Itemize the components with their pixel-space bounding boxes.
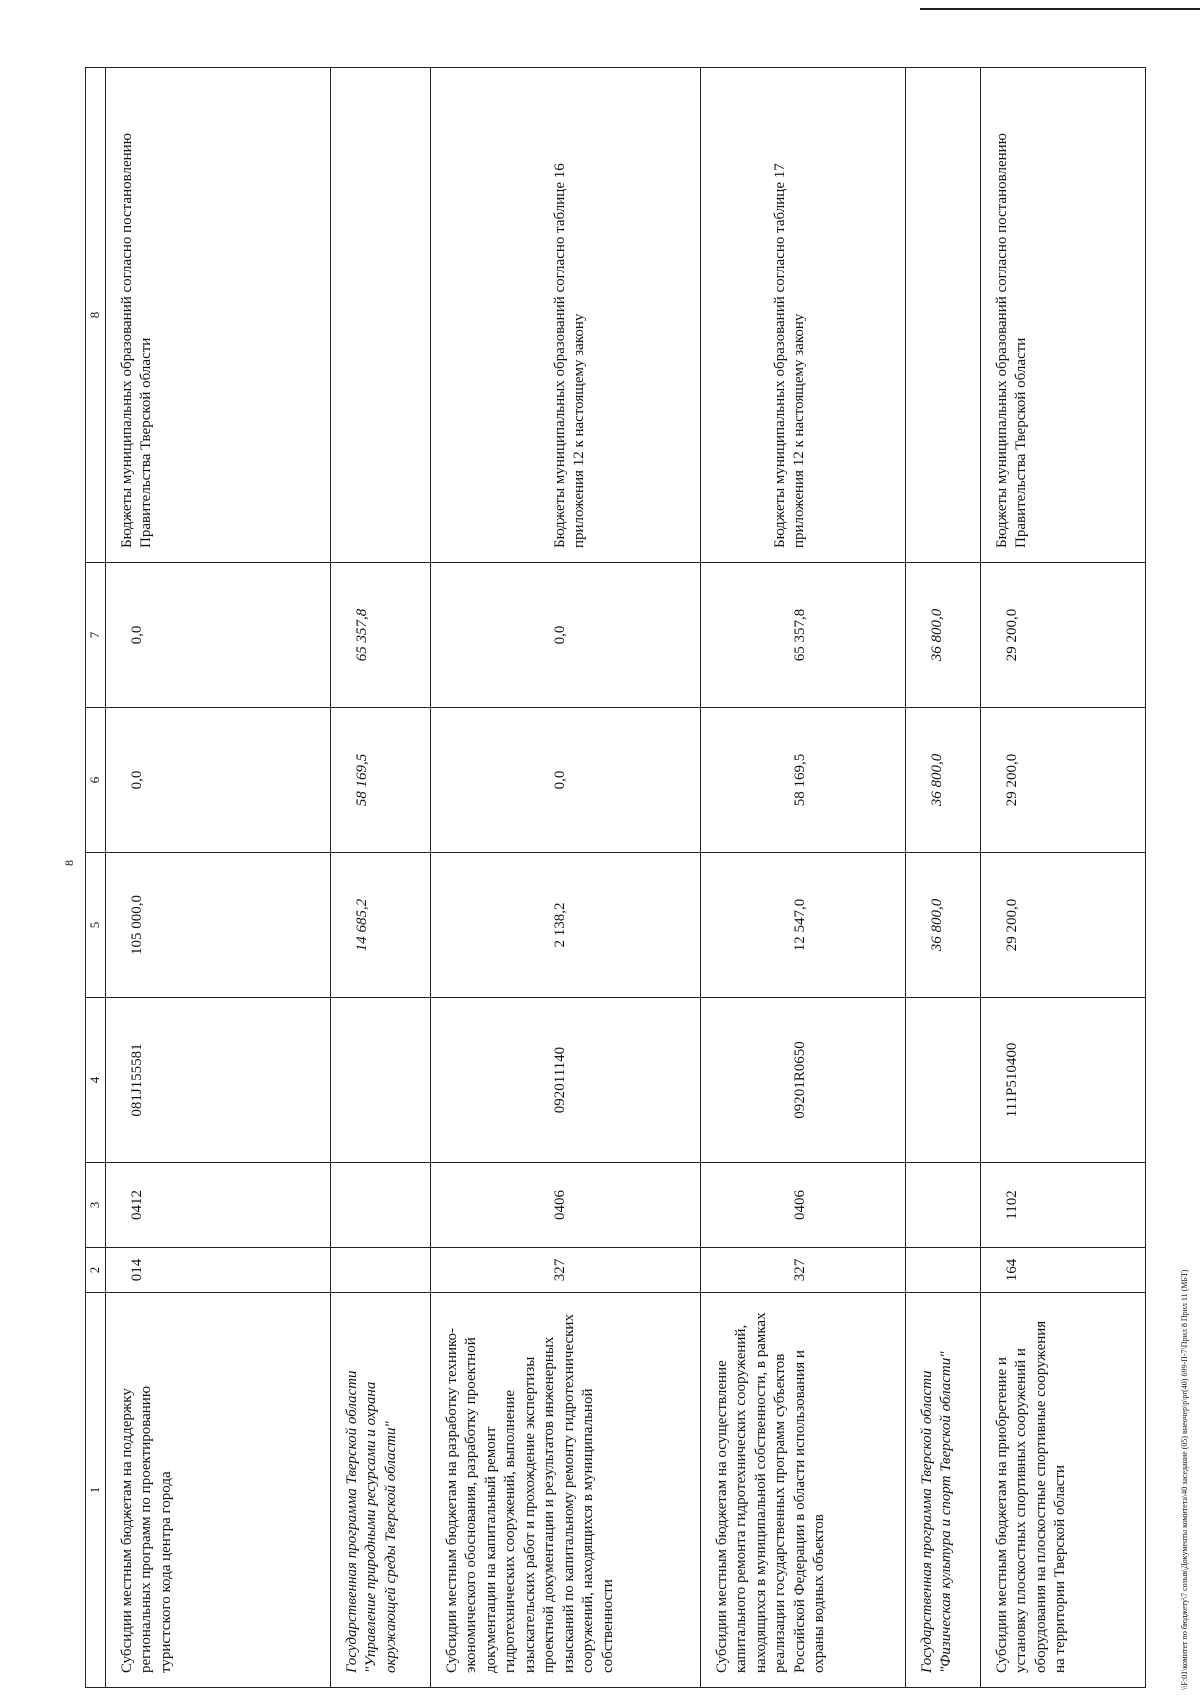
cell-section	[330, 1163, 430, 1248]
rotated-table-container	[85, 68, 1145, 1688]
table-row	[980, 68, 1145, 1688]
cell-recipients: Бюджеты муниципальных образований согласно постановлению Правительства Тверской области	[980, 68, 1145, 563]
table-row	[105, 68, 330, 1688]
cell-value-7: 65 357,8	[330, 563, 430, 708]
cell-target-code: 092011140	[430, 998, 700, 1163]
cell-value-6: 0,0	[105, 708, 330, 853]
page-number: 8	[62, 860, 76, 866]
cell-ministry: 327	[430, 1248, 700, 1293]
cell-recipients	[905, 68, 980, 563]
cell-value-5: 14 685,2	[330, 853, 430, 998]
row-name: Государственная программа Тверской области "Физическая культура и спорт Тверской области"	[905, 1293, 980, 1688]
cell-value-7: 29 200,0	[980, 563, 1145, 708]
cell-section: 0406	[430, 1163, 700, 1248]
table-row	[430, 68, 700, 1688]
cell-recipients: Бюджеты муниципальных образований согласно таблице 16 приложения 12 к настоящему закону	[430, 68, 700, 563]
cell-value-7: 0,0	[430, 563, 700, 708]
cell-ministry: 014	[105, 1248, 330, 1293]
col-header-3: 3	[86, 1163, 106, 1248]
cell-ministry: 327	[700, 1248, 905, 1293]
cell-target-code	[330, 998, 430, 1163]
cell-value-7: 36 800,0	[905, 563, 980, 708]
table-row	[700, 68, 905, 1688]
column-number-row	[86, 68, 106, 1688]
cell-recipients: Бюджеты муниципальных образований согласно постановлению Правительства Тверской области	[105, 68, 330, 563]
cell-value-5: 12 547,0	[700, 853, 905, 998]
cell-value-5: 105 000,0	[105, 853, 330, 998]
table-row	[330, 68, 430, 1688]
cell-target-code: 081J155581	[105, 998, 330, 1163]
cell-section: 0406	[700, 1163, 905, 1248]
cell-ministry	[905, 1248, 980, 1293]
col-header-7: 7	[86, 563, 106, 708]
cell-value-6: 36 800,0	[905, 708, 980, 853]
cell-recipients	[330, 68, 430, 563]
col-header-4: 4	[86, 998, 106, 1163]
cell-value-6: 58 169,5	[330, 708, 430, 853]
cell-value-6: 0,0	[430, 708, 700, 853]
row-name: Субсидии местным бюджетам на осуществление капитального ремонта гидротехнических сооружений, находящихся в муниципальной собственности, в рамках реализации государственных программ субъектов Российской Федерации в области использования и охраны водных объектов	[700, 1293, 905, 1688]
cell-ministry: 164	[980, 1248, 1145, 1293]
col-header-5: 5	[86, 853, 106, 998]
cell-target-code: 09201R0650	[700, 998, 905, 1163]
cell-value-7: 65 357,8	[700, 563, 905, 708]
footer-path: \\F:01\комитет по бюджету\7 созыв\Документы комитета\40 заседание (05) внеочер\р\pr(40) 699-П-7\Прил 8 Прил 11 (МБТ)	[1180, 1269, 1189, 1690]
cell-value-6: 58 169,5	[700, 708, 905, 853]
cell-target-code	[905, 998, 980, 1163]
row-name: Субсидии местным бюджетам на приобретение и установку плоскостных спортивных сооружений и оборудования на плоскостные спортивные сооружения на территории Тверской области	[980, 1293, 1145, 1688]
budget-table	[85, 67, 1146, 1688]
cell-section: 1102	[980, 1163, 1145, 1248]
table-row	[905, 68, 980, 1688]
cell-ministry	[330, 1248, 430, 1293]
row-name: Субсидии местным бюджетам на разработку технико-экономического обоснования, разработку проектной документации на капитальный ремонт гидротехнических сооружений, выполнение изыскательских работ и прохождение экспертизы проектной документации и результатов инженерных изысканий по капитальному ремонту гидротехнических сооружений, находящихся в муниципальной собственности	[430, 1293, 700, 1688]
col-header-8: 8	[86, 68, 106, 563]
cell-value-6: 29 200,0	[980, 708, 1145, 853]
cell-target-code: 111P510400	[980, 998, 1145, 1163]
cell-section	[905, 1163, 980, 1248]
cell-recipients: Бюджеты муниципальных образований согласно таблице 17 приложения 12 к настоящему закону	[700, 68, 905, 563]
col-header-1: 1	[86, 1293, 106, 1688]
cell-value-7: 0,0	[105, 563, 330, 708]
cell-value-5: 29 200,0	[980, 853, 1145, 998]
row-name: Государственная программа Тверской области "Управление природными ресурсами и охрана окружающей среды Тверской области"	[330, 1293, 430, 1688]
cell-value-5: 36 800,0	[905, 853, 980, 998]
row-name: Субсидии местным бюджетам на поддержку региональных программ по проектированию туристского кода центра города	[105, 1293, 330, 1688]
col-header-2: 2	[86, 1248, 106, 1293]
cell-value-5: 2 138,2	[430, 853, 700, 998]
col-header-6: 6	[86, 708, 106, 853]
top-edge-line	[920, 8, 1200, 10]
cell-section: 0412	[105, 1163, 330, 1248]
